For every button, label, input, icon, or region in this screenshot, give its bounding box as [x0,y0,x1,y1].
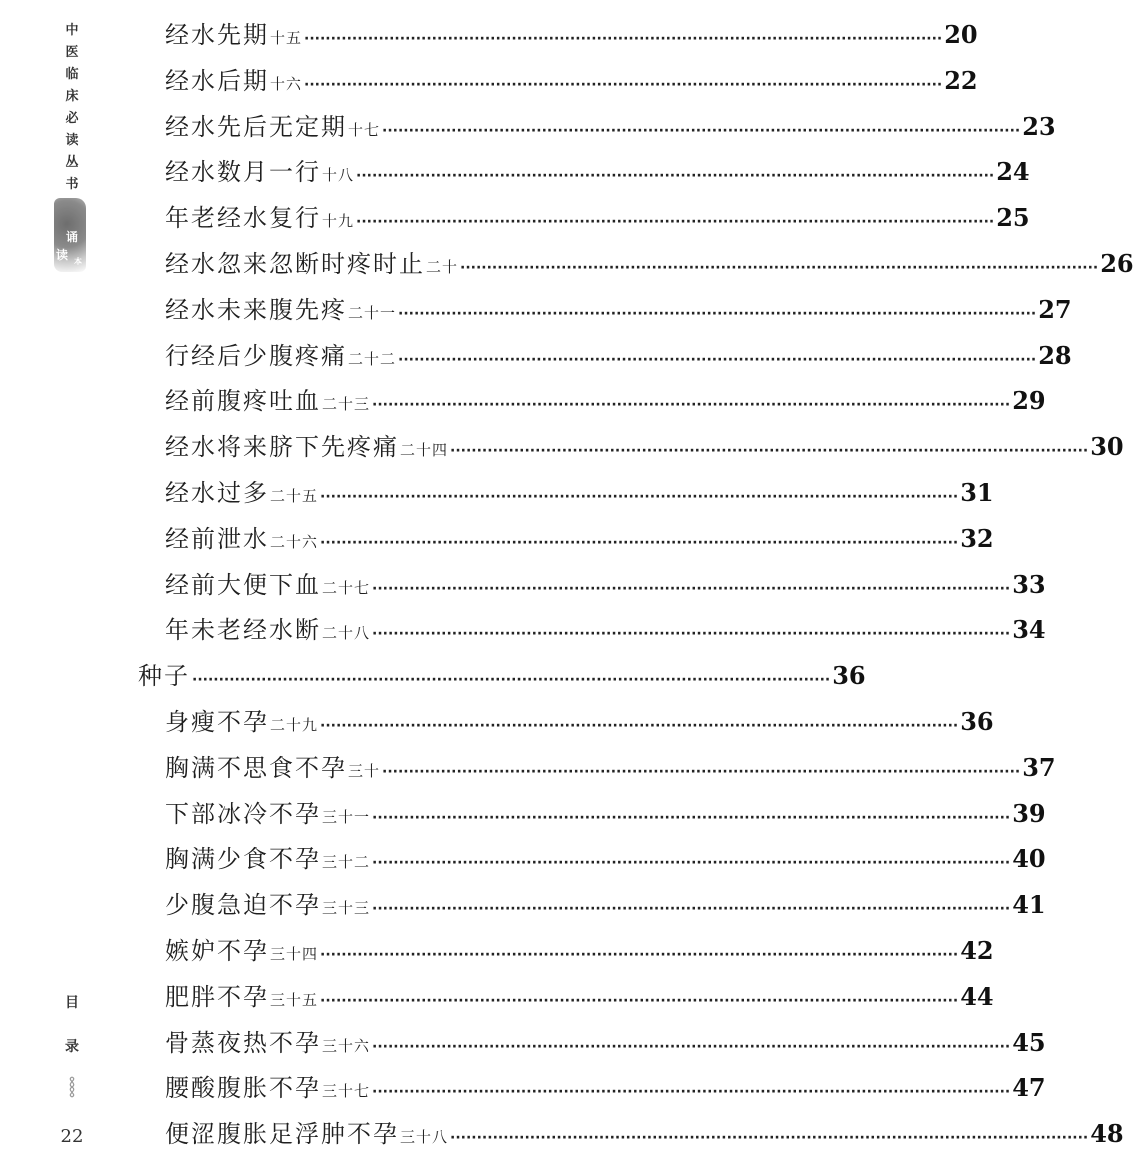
toc-entry-title: 经前泄水 [165,524,269,553]
toc-entry[interactable] [165,794,1046,834]
toc-entry-title: 经水将来脐下先疼痛 [165,433,399,462]
toc-entry-page: 25 [996,203,1030,233]
toc-entry[interactable] [165,610,1046,650]
toc-entry-title: 种子 [138,662,190,691]
toc-entry[interactable] [165,565,1046,605]
toc-entry-page: 36 [960,707,994,736]
toc-leader-dots: ························································································································ [356,168,995,185]
toc-entry[interactable] [165,381,1046,421]
toc-entry-page: 37 [1022,752,1056,782]
toc-entry[interactable] [165,61,978,101]
toc-entry-page: 22 [944,65,978,95]
toc-entry-page: 20 [944,20,978,49]
toc-entry[interactable] [165,977,994,1017]
toc-entry[interactable] [165,152,1030,192]
ornament-icon [63,1076,81,1098]
toc-leader-dots: ························································································································ [398,351,1037,368]
toc-entry-page: 42 [960,936,994,965]
toc-entry[interactable] [165,1068,1046,1108]
toc-entry-page: 28 [1038,340,1072,370]
toc-entry-number: 二十九 [270,716,319,734]
toc-entry-title: 身瘦不孕 [165,708,269,736]
toc-leader-dots: ························································································································ [372,626,1011,643]
section-label-mu: 目 [65,995,79,1011]
toc-leader-dots: ························································································································ [372,1038,1011,1055]
toc-leader-dots: ························································································································ [450,1130,1089,1147]
toc-entry[interactable] [165,839,1046,879]
series-char: 丛 [65,155,79,170]
toc-entry-page: 45 [1012,1027,1046,1057]
toc-entry-title: 骨蒸夜热不孕 [165,1028,321,1057]
toc-entry-title: 经水先期 [165,21,269,49]
toc-entry-number: 三十八 [400,1128,449,1147]
series-char: 临 [65,67,79,82]
toc-leader-dots: ························································································································ [372,580,1011,597]
toc-entry-page: 26 [1100,249,1134,278]
toc-entry-number: 三十二 [322,853,371,872]
toc-leader-dots: ························································································································ [304,31,943,47]
toc-entry-number: 二十六 [270,532,319,551]
series-char: 床 [65,89,79,104]
series-logo [54,198,86,272]
toc-leader-dots: ························································································································ [320,718,959,734]
toc-entry[interactable] [165,931,994,971]
toc-entry-page: 31 [960,478,994,507]
toc-entry-page: 27 [1038,294,1072,324]
toc-entry-number: 三十 [348,761,381,780]
toc-entry-title: 少腹急迫不孕 [165,891,321,920]
toc-entry-page: 36 [832,661,866,691]
toc-leader-dots: ························································································································ [382,763,1021,780]
toc-entry-number: 二十五 [270,487,319,505]
toc-entry-title: 经水后期 [165,66,269,95]
page-number: 22 [60,1126,84,1147]
toc-entry-page: 29 [1012,386,1046,416]
series-char: 必 [65,111,79,126]
toc-entry-number: 二十八 [322,624,371,643]
toc-entry[interactable] [165,702,994,742]
toc-entry-title: 腰酸腹胀不孕 [165,1074,321,1103]
series-char: 中 [65,23,79,38]
logo-char: 诵 [66,230,79,244]
toc-leader-dots: ························································································································ [382,122,1021,139]
toc-entry-number: 二十 [426,258,459,276]
toc-entry-title: 下部冰冷不孕 [165,799,321,828]
toc-entry-page: 33 [1012,569,1046,599]
toc-leader-dots: ························································································································ [450,443,1089,460]
toc-entry-title: 经水忽来忽断时疼时止 [165,250,425,278]
toc-entry-number: 十七 [348,120,381,139]
toc-entry[interactable] [165,198,1030,238]
toc-entry[interactable] [165,748,1056,788]
toc-entry-page: 24 [996,157,1030,187]
logo-char: 本 [74,256,82,266]
series-title-vertical [58,20,86,196]
toc-entry-number: 三十一 [322,807,371,826]
series-char: 医 [65,45,79,60]
toc-entry-page: 41 [1012,890,1046,920]
toc-entry[interactable] [165,15,978,55]
toc-entry-number: 三十七 [322,1082,371,1101]
toc-entry-number: 十九 [322,212,355,231]
toc-entry-number: 三十六 [322,1036,371,1055]
toc-entry-title: 行经后少腹疼痛 [165,341,347,370]
toc-entry-title: 经前腹疼吐血 [165,387,321,416]
toc-entry-title: 胸满少食不孕 [165,845,321,874]
toc-leader-dots: ························································································································ [320,534,959,551]
toc-entry-title: 肥胖不孕 [165,982,269,1011]
logo-char: 读 [56,248,69,262]
toc-leader-dots: ························································································································ [372,397,1011,414]
series-char: 书 [65,177,79,192]
toc-entry-title: 经水未来腹先疼 [165,295,347,324]
toc-entry[interactable] [165,519,994,559]
toc-entry-page: 30 [1090,432,1124,462]
toc-entry-page: 44 [960,981,994,1011]
section-label-lu: 录 [65,1039,79,1055]
toc-entry[interactable] [165,107,1056,147]
toc-leader-dots: ························································································································ [372,1084,1011,1101]
toc-leader-dots: ························································································································ [320,947,959,963]
toc-entry-number: 三十五 [270,990,319,1009]
toc-entry-page: 39 [1012,798,1046,828]
toc-entry-number: 二十四 [400,441,449,460]
toc-entry-number: 三十三 [322,899,371,918]
toc-entry-number: 二十二 [348,349,397,368]
toc-entry-page: 32 [960,523,994,553]
toc-entry[interactable] [165,336,1072,376]
toc-entry[interactable] [165,1023,1046,1063]
toc-entry[interactable] [165,1114,1124,1154]
toc-leader-dots: ························································································································ [372,901,1011,918]
toc-entry-page: 34 [1012,615,1046,645]
toc-entry-title: 经水过多 [165,479,269,507]
toc-entry-number: 十五 [270,29,303,47]
toc-leader-dots: ························································································································ [398,305,1037,322]
toc-entry-title: 便涩腹胀足浮肿不孕 [165,1120,399,1149]
toc-leader-dots: ························································································································ [372,855,1011,872]
toc-entry-page: 47 [1012,1073,1046,1103]
toc-entry-number: 二十七 [322,578,371,597]
toc-leader-dots: ························································································································ [356,214,995,231]
toc-leader-dots: ························································································································ [460,260,1099,276]
toc-entry-title: 经水数月一行 [165,158,321,187]
toc-entry-number: 三十四 [270,945,319,963]
toc-leader-dots: ························································································································ [320,992,959,1009]
toc-entry[interactable] [138,656,866,696]
toc-entry-page: 23 [1022,111,1056,141]
toc-leader-dots: ························································································································ [192,672,831,689]
toc-leader-dots: ························································································································ [320,489,959,505]
series-char: 读 [65,133,79,148]
toc-entry[interactable] [165,473,994,513]
toc-entry-title: 经前大便下血 [165,570,321,599]
toc-leader-dots: ························································································································ [372,809,1011,826]
toc-leader-dots: ························································································································ [304,76,943,93]
toc-entry-title: 经水先后无定期 [165,112,347,141]
toc-entry-title: 胸满不思食不孕 [165,753,347,782]
toc-entry-title: 年老经水复行 [165,204,321,233]
toc-entry-number: 二十三 [322,395,371,414]
toc-entry-number: 十六 [270,74,303,93]
toc-entry-number: 二十一 [348,303,397,322]
toc-entry-page: 48 [1090,1119,1124,1149]
toc-entry-number: 十八 [322,166,355,185]
toc-entry[interactable] [165,290,1072,330]
toc-entry[interactable] [165,885,1046,925]
toc-entry-title: 年未老经水断 [165,616,321,645]
toc-entry-page: 40 [1012,844,1046,874]
toc-entry[interactable] [165,244,1134,284]
toc-entry[interactable] [165,427,1124,467]
toc-entry-title: 嫉妒不孕 [165,937,269,965]
